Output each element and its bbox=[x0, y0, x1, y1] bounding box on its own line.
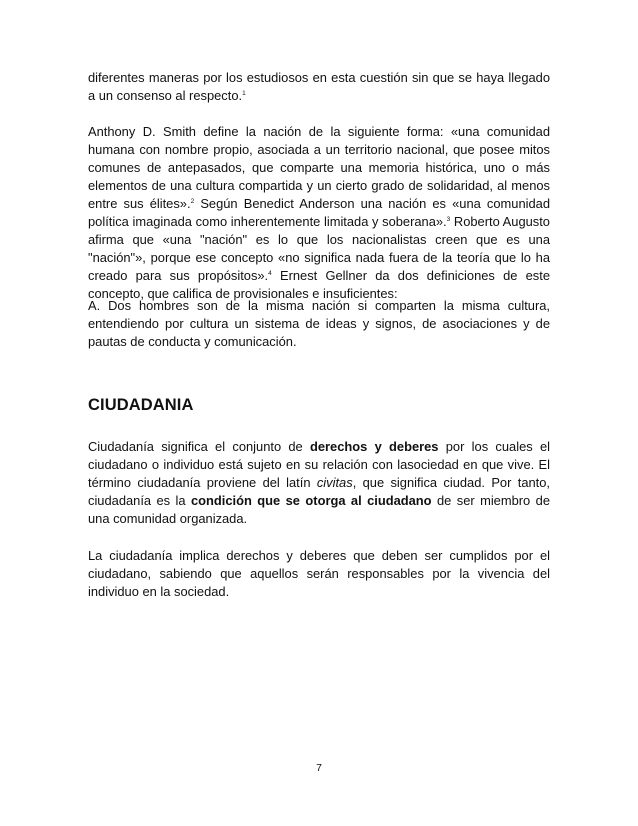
citizenship-text-d: de ser miembro de una comunidad organizada. bbox=[88, 493, 550, 526]
anderson-definition: Según Benedict Anderson una nación es «una comunidad política imaginada como inherentemente limitada y soberana». bbox=[88, 196, 550, 229]
citizenship-text-a: Ciudadanía significa el conjunto de bbox=[88, 439, 310, 454]
paragraph-gellner-a-text: A. Dos hombres son de la misma nación si comparten la misma cultura, entendiendo por cultura un sistema de ideas y signos, de asociaciones y de pautas de conducta y comunicación. bbox=[88, 298, 550, 349]
footnote-ref-2: 2 bbox=[190, 198, 195, 205]
paragraph-citizenship-duties-text: La ciudadanía implica derechos y deberes que deben ser cumplidos por el ciudadano, sabiendo que aquellos serán responsables por la vivencia del individuo en la sociedad. bbox=[88, 548, 550, 599]
paragraph-gellner-a bbox=[88, 297, 550, 351]
paragraph-nation-definitions bbox=[88, 123, 550, 303]
augusto-definition: Roberto Augusto afirma que «una "nación" es lo que los nacionalistas creen que es una "nación"», porque ese concepto «no significa nada fuera de la teoría que lo ha creado para sus propósitos». bbox=[88, 214, 550, 283]
gellner-intro: Ernest Gellner da dos definiciones de este concepto, que califica de provisionales e insuficientes: bbox=[88, 268, 550, 301]
citizenship-text-c: , que significa ciudad. Por tanto, ciudadanía es la bbox=[88, 475, 551, 508]
page-number: 7 bbox=[316, 762, 322, 774]
footnote-ref-1: 1 bbox=[242, 90, 246, 97]
smith-definition: Anthony D. Smith define la nación de la siguiente forma: «una comunidad humana con nombre propio, asociada a un territorio nacional, que posee mitos comunes de antepasados, que comparte una memoria histórica, uno o más elementos de una cultura compartida y un cierto grado de solidaridad, al menos entre sus élites». bbox=[88, 124, 550, 211]
rights-duties-bold: derechos y deberes bbox=[310, 439, 439, 454]
footnote-ref-3: 3 bbox=[446, 216, 451, 223]
paragraph-citizenship-definition bbox=[88, 438, 550, 528]
civitas-italic: civitas bbox=[316, 475, 353, 490]
paragraph-intro-text: diferentes maneras por los estudiosos en esta cuestión sin que se haya llegado a un consenso al respecto. bbox=[88, 70, 550, 103]
paragraph-citizenship-duties bbox=[88, 547, 550, 601]
paragraph-intro bbox=[88, 69, 550, 105]
footnote-ref-4: 4 bbox=[268, 270, 272, 277]
condition-bold: condición que se otorga al ciudadano bbox=[191, 493, 432, 508]
section-heading: CIUDADANIA bbox=[88, 396, 194, 414]
citizenship-text-b: por los cuales el ciudadano o individuo está sujeto en su relación con lasociedad en que vive. El término ciudadanía proviene del latín bbox=[88, 439, 550, 490]
